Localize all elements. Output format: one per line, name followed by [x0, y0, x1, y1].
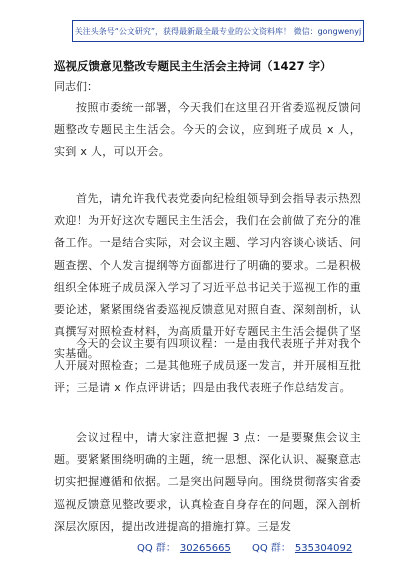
paragraph-3: 今天的会议主要有四项议程：一是由我代表班子并对我个人开展对照检查；二是其他班子成员逐一发言，并开展相互批评；三是请 x 作点评讲话；四是由我代表班子作总结发言。 — [54, 337, 361, 395]
qq-label-1: QQ 群： — [137, 543, 176, 554]
paragraph-1: 按照市委统一部署，今天我们在这里召开省委巡视反馈问题整改专题民主生活会。今天的会议，应到班子成员 x 人，实到 x 人，可以开会。 — [54, 101, 361, 159]
document-title: 巡视反馈意见整改专题民主生活会主持词（1427 字） — [54, 59, 332, 73]
qq-number-1[interactable]: 30265665 — [179, 543, 231, 554]
paragraph-2: 首先，请允许我代表党委向纪检组领导到会指导表示热烈欢迎！为开好这次专题民主生活会，我们在会前做了充分的准备工作。一是结合实际，对会议主题、学习内容谈心谈话、问题查摆、个人发言提纲等方面都进行了明确的要求。二是积极组织全体班子成员深入学习了习近平总书记关于巡视工作的重要论述，紧紧围绕省委巡视反馈意见对照自查、深刻剖析，认真撰写对照检查材料，为高质量开好专题民主生活会提供了坚实基础。 — [54, 192, 361, 361]
qq-number-2[interactable]: 535304092 — [294, 543, 353, 554]
paragraph-4: 会议过程中，请大家注意把握 3 点：一是要聚焦会议主题。要紧紧围绕明确的主题，统一思想、深化认识、凝聚意志切实把握遵循和依据。二是突出问题导向。围绕贯彻落实省委巡视反馈意见整改要求，认真检查自身存在的问题，深入剖析深层次原因，提出改进提高的措施打算。三是发 — [54, 431, 361, 533]
qq-group-2 — [252, 539, 352, 554]
qq-group-1 — [137, 539, 231, 554]
promo-banner: 关注头条号“公文研究”，获得最新最全最专业的公文资料库！ 微信：gongwenyj — [72, 20, 364, 42]
qq-label-2: QQ 群： — [252, 543, 291, 554]
greeting: 同志们： — [54, 80, 98, 93]
